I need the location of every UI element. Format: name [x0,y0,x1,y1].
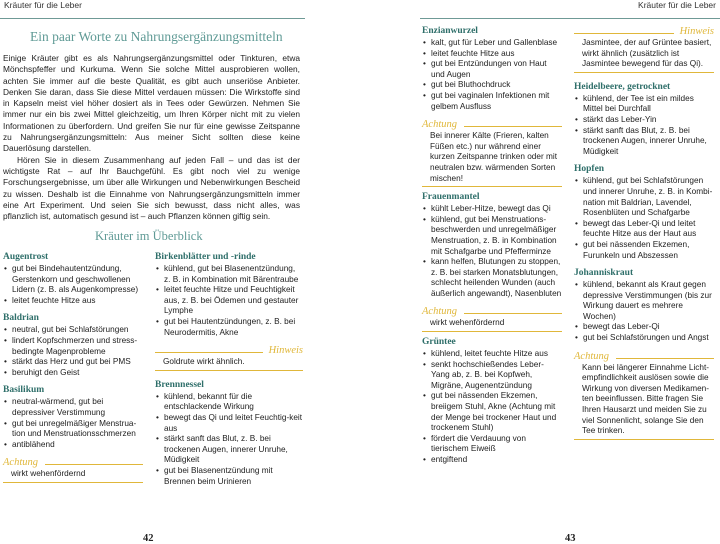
bullet-item: • neutral, gut bei Schlafstörungen [3,325,143,336]
bullet-item: • entgiftend [422,455,562,466]
warning-text: wirkt wehenfördernd [11,469,86,479]
warning-label: Achtung [574,350,609,362]
bullet-item: • stärkt sanft das Blut, z. B. bei trockenen Augen, innerer Unruhe, Müdigkeit [574,126,714,158]
bullet-item: • bewegt das Leber-Qi und leitet feuchte Hitze aus der Haut aus [574,219,714,240]
right-column-2 [574,26,714,445]
warning-rule [45,464,143,465]
herb-bullets [422,38,562,112]
bullet-item: • kann helfen, Blutungen zu stoppen, z. B. bei starken Monatsblutungen, schlecht heilenden Wunden (auch äußerlich angewandt), Nasenbluten [422,257,562,299]
herb-bullets [155,264,303,338]
bullet-item: • kühlt Leber-Hitze, bewegt das Qi [422,204,562,215]
bullet-item: • antiblähend [3,440,143,451]
bullet-item: • leitet feuchte Hitze aus [3,296,143,307]
bullet-item: • kühlend, gut bei Blasenentzündung, z. B. in Kombination mit Bärentraube [155,264,303,285]
hint-label: Hinweis [679,26,714,37]
bullet-item: • stärkt das Herz und gut bei PMS [3,357,143,368]
bullet-item: • stärkt sanft das Blut, z. B. bei trockenen Augen, innerer Unruhe, Müdigkeit [155,434,303,466]
warning-box [574,351,714,437]
warning-bottom-rule [422,186,562,187]
warning-box [422,306,562,329]
herb-list [574,82,714,344]
intro-paragraph-2: Hören Sie in diesem Zusammenhang auf jeden Fall – und das ist der wichtigste Rat – auf Ihr Bauchgefühl. Es gibt noch viel zu wenige Forschungsergebnisse, um über alle Wirkungen und Nebenwirkungen Bescheid zu wissen. Deshalb ist die Einnahme von Nahrungsergänzungsmitteln immer eine Art Experiment. Und seien Sie sich bewusst, dass nicht alles, was pflanzlich ist, automatisch gesund ist – auch Pflanzen können giftig sein. [3,154,300,222]
herb-list [3,252,143,450]
hint-rule [574,33,674,34]
warning-box [3,457,143,480]
herb-heading: Baldrian [3,313,39,324]
right-column-1 [422,26,562,473]
hint-bottom-rule [155,370,303,371]
warning-rule [616,358,714,359]
page-number: 42 [143,533,154,544]
bullet-item: • neutral-wärmend, gut bei depressiver Verstimmung [3,397,143,418]
herb-heading: Basilikum [3,385,45,396]
herb-heading: Hopfen [574,164,605,175]
header-rule [420,18,720,19]
herb-heading: Grüntee [422,337,456,348]
bullet-item: • senkt hochschießendes Leber-Yang ab, z. B. bei Kopfweh, Migräne, Augenentzündung [422,360,562,392]
hint-bottom-rule [574,72,714,73]
warning-rule [464,126,562,127]
hint-rule [155,352,263,353]
page-number: 43 [565,533,576,544]
herb-heading: Birkenblätter und -rinde [155,252,256,262]
herb-bullets [422,349,562,466]
bullet-item: • gut bei Bindehautentzündung, Gerstenkorn und geschwollenen Lidern (z. B. als Augenkompresse) [3,264,143,296]
herb-bullets [155,392,303,487]
warning-text: Bei innerer Kälte (Frieren, kalten Füßen etc.) nur während einer kurzen Zeitspanne trinken oder mit neutralen bzw. wärmenden Sorten mischen! [430,131,558,183]
bullet-item: • lindert Kopfschmerzen und stress-bedingte Magenprobleme [3,336,143,357]
herb-bullets [574,176,714,261]
bullet-item: • gut bei Bluthochdruck [422,80,562,91]
hint-box [574,26,714,70]
herb-bullets [574,94,714,158]
right-page [360,0,720,544]
bullet-item: • kühlend, bekannt als Kraut gegen depressive Verstimmungen (bis zur Wirkung dauert es mehrere Wochen) [574,280,714,322]
left-column-2 [155,252,303,494]
bullet-item: • gut bei nässenden Ekzemen, breiigem Stuhl, Akne (Achtung mit der Menge bei trockener Haut und trockenem Stuhl) [422,391,562,433]
herb-heading: Brennnessel [155,379,204,390]
herb-list [422,192,562,299]
bullet-item: • gut bei nässenden Ekzemen, Furunkeln und Abszessen [574,240,714,261]
bullet-item: • gut bei Entzündungen von Haut und Augen [422,59,562,80]
intro-paragraph-1: Einige Kräuter gibt es als Nahrungsergänzungsmittel oder Tinkturen, etwa Mönchspfeffer und Kurkuma. Wenn Sie solche Mittel ausprobieren wollen, achten Sie immer auf die beste Qualität, es gibt auch unseriöse Anbieter. Denken Sie daran, dass Sie diese Mittel verdauen müssen: Die Wirkstoffe sind in Kapseln meist viel höher dosiert als in Tees oder Gewürzen. Nehmen Sie immer nur ein bis zwei Mittel gleichzeitig, um Ihren Körper nicht mit zu vielen Informationen zu überfordern. Und greifen Sie nur für eine gewisse Zeitspanne zu Nahrungsergänzungsmitteln: Aus meiner Sicht sollten diese keine Dauerlösung darstellen. [3,53,300,154]
warning-rule [464,313,562,314]
herb-bullets [422,204,562,299]
herb-list [422,26,562,112]
herb-list [155,380,303,487]
warning-bottom-rule [574,439,714,440]
bullet-item: • leitet feuchte Hitze aus [422,49,562,60]
bullet-item: • stärkt das Leber-Yin [574,115,714,126]
bullet-item: • kühlend, leitet feuchte Hitze aus [422,349,562,360]
warning-box [422,119,562,184]
hint-box [155,345,303,368]
bullet-item: • gut bei Schlafstörungen und Angst [574,333,714,344]
header-rule [0,18,305,19]
herb-list [422,337,562,466]
herb-bullets [3,397,143,450]
hint-label: Hinweis [268,345,303,357]
herb-bullets [3,264,143,306]
warning-label: Achtung [422,306,457,318]
intro-text [3,53,300,222]
section-title: Kräuter im Überblick [95,229,203,243]
herb-bullets [574,280,714,344]
warning-bottom-rule [422,331,562,332]
bullet-item: • gut bei vaginalen Infektionen mit gelbem Ausfluss [422,91,562,112]
warning-text: Kann bei längerer Einnahme Licht-empfindlichkeit auslösen sowie die Wirkung von diversen Medikamen-ten beeinflussen. Bitte fragen Sie Ihren Hausarzt und meiden Sie zu viel Sonnenlicht, solange Sie den Tee trinken. [582,362,710,436]
warning-label: Achtung [3,457,38,469]
herb-heading: Augentrost [3,252,49,262]
bullet-item: • beruhigt den Geist [3,368,143,379]
bullet-item: • kühlend, gut bei Schlafstörungen und innerer Unruhe, z. B. in Kombi-nation mit Baldrian, Lavendel, Rosenblüten und Schafgarbe [574,176,714,218]
herb-heading: Frauenmantel [422,192,480,203]
hint-text: Jasmintee, der auf Grüntee basiert, wirkt ähnlich (zusätzlich ist Jasmintee bewegend für das Qi). [582,38,712,69]
herb-heading: Johanniskraut [574,268,634,279]
running-head: Kräuter für die Leber [4,0,82,10]
bullet-item: • bewegt das Leber-Qi [574,322,714,333]
herb-list [155,252,303,338]
bullet-item: • kühlend, gut bei Menstruations-beschwerden und unregelmäßiger Menstruation, z. B. in Kombination mit Schafgarbe und Pfefferminze [422,215,562,257]
warning-text: wirkt wehenfördernd [430,318,505,328]
left-column-1 [3,252,143,488]
herb-heading: Heidelbeere, getrocknet [574,81,671,92]
bullet-item: • bewegt das Qi und leitet Feuchtig-keit aus [155,413,303,434]
running-head: Kräuter für die Leber [638,0,716,10]
bullet-item: • kalt, gut für Leber und Gallenblase [422,38,562,49]
bullet-item: • leitet feuchte Hitze und Feuchtigkeit aus, z. B. bei Ödemen und gestauter Lymphe [155,285,303,317]
bullet-item: • gut bei unregelmäßiger Menstrua-tion und Menstruationsschmerzen [3,419,143,440]
herb-bullets [3,325,143,378]
bullet-item: • gut bei Blasenentzündung mit Brennen beim Urinieren [155,466,303,487]
page-title: Ein paar Worte zu Nahrungsergänzungsmitteln [30,29,283,44]
bullet-item: • kühlend, der Tee ist ein mildes Mittel bei Durchfall [574,94,714,115]
bullet-item: • gut bei Hautentzündungen, z. B. bei Neurodermitis, Akne [155,317,303,338]
warning-label: Achtung [422,119,457,131]
bullet-item: • fördert die Verdauung von tierischem Eiweiß [422,434,562,455]
hint-text: Goldrute wirkt ähnlich. [163,357,245,367]
herb-heading: Enzianwurzel [422,26,478,36]
bullet-item: • kühlend, bekannt für die entschlackende Wirkung [155,392,303,413]
warning-bottom-rule [3,482,143,483]
